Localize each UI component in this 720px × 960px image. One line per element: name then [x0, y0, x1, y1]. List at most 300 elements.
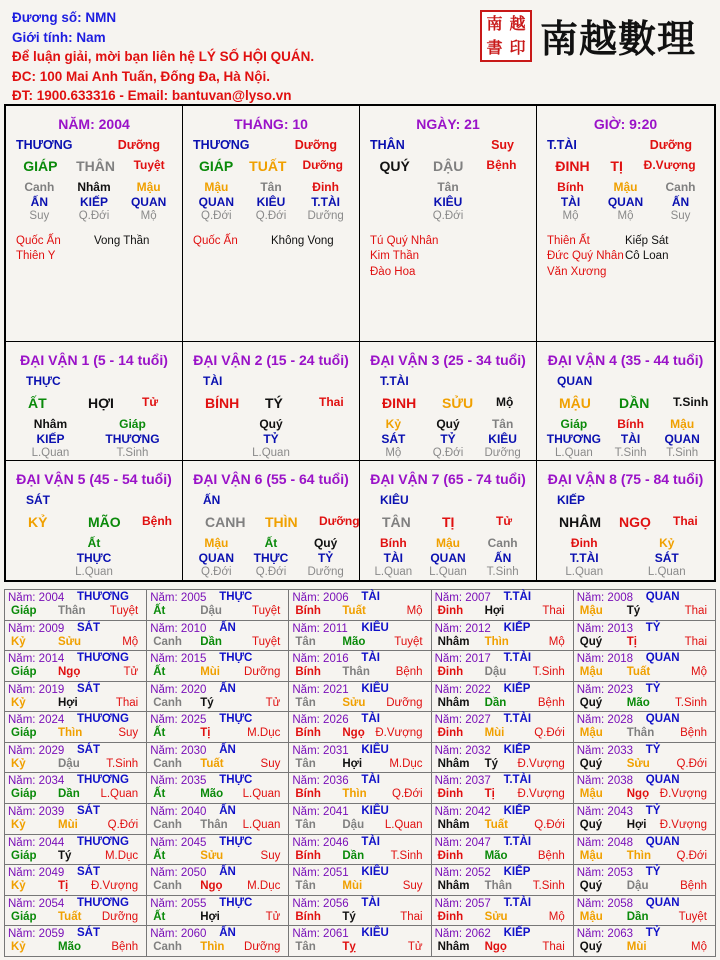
hidden-god: QUAN [430, 550, 466, 565]
annual-year: Năm: 2053 [576, 867, 634, 880]
annual-can: Giáp [11, 605, 37, 617]
annual-chi: Tý [200, 696, 214, 709]
annual-truong-sinh: Tử [265, 910, 281, 923]
annual-chi: Ngọ [200, 880, 223, 893]
hidden-stem: Mậu [670, 417, 695, 431]
annual-can: Tân [295, 757, 316, 770]
annual-truong-sinh: Đ.Vượng [517, 757, 565, 770]
annual-year: Năm: 2033 [576, 744, 634, 757]
dai-van-god: KIÊU [380, 493, 409, 507]
hidden-stem-col [547, 417, 601, 461]
pillar-truong-sinh: Tuyệt [133, 158, 165, 172]
dai-van-god: KIẾP [557, 493, 586, 507]
pillar-cell [6, 106, 183, 342]
annual-chi: Hợi [200, 910, 220, 923]
annual-god: TÀI [361, 713, 380, 726]
annual-truong-sinh: L.Quan [384, 819, 423, 832]
annual-can: Kỷ [11, 635, 26, 648]
annual-can: Kỷ [11, 696, 26, 709]
hidden-god: TÀI [383, 550, 403, 565]
annual-chi: Mùi [58, 819, 78, 832]
annual-god: QUAN [645, 774, 680, 787]
annual-god: T.TÀI [503, 896, 532, 909]
annual-chi: Tị [58, 880, 69, 893]
annual-can: Ất [153, 849, 166, 862]
dai-van-can: ĐINH [382, 395, 417, 411]
hidden-stem: Tân [260, 180, 282, 194]
annual-god: TÀI [361, 652, 380, 665]
annual-truong-sinh: Tử [407, 941, 423, 954]
hidden-stage: T.Sinh [116, 447, 149, 459]
hidden-stem: Tân [491, 417, 514, 431]
pillar-god: THÂN [370, 138, 405, 152]
annual-truong-sinh: Q.Đới [107, 819, 139, 832]
annual-chi: Sửu [484, 910, 508, 923]
annual-truong-sinh: Mộ [548, 635, 565, 648]
pillar-can: QUÝ [379, 158, 410, 174]
annual-can: Mậu [579, 605, 603, 617]
hidden-stem-col [660, 417, 704, 461]
annual-cell [289, 651, 431, 682]
annual-cell [573, 926, 715, 957]
annual-can: Đinh [437, 727, 464, 740]
hidden-stems [360, 180, 536, 224]
annual-year: Năm: 2060 [150, 928, 207, 941]
seal-char: 南 [486, 14, 503, 33]
contact-line: Để luận giải, mời bạn liên hệ LÝ SỐ HỘI QUÁN. [12, 49, 315, 64]
annual-can: Canh [153, 880, 182, 893]
annual-chi: Tý [484, 757, 498, 770]
star-name: Thiên Ất [547, 234, 590, 247]
annual-god: KIẾP [503, 621, 531, 634]
annual-year: Năm: 2044 [8, 836, 65, 849]
dai-van-hidden [537, 536, 714, 580]
annual-chi: Dậu [58, 757, 80, 770]
annual-chi: Mùi [484, 727, 505, 740]
annual-truong-sinh: Đ.Vượng [375, 727, 423, 740]
annual-truong-sinh: Đ.Vượng [517, 788, 565, 801]
dai-van-god: QUAN [557, 374, 593, 388]
annual-god: KIÊU [361, 621, 389, 634]
hidden-stem: Bính [557, 180, 584, 194]
hidden-stem: Nhâm [33, 417, 68, 431]
annual-chi: Mão [342, 635, 366, 648]
annual-can: Đinh [437, 788, 464, 801]
annual-chi: Thìn [484, 635, 509, 648]
annual-truong-sinh: Bệnh [111, 941, 139, 954]
annual-cell [5, 651, 147, 682]
annual-chi: Tuất [58, 910, 82, 923]
dai-van-hidden [183, 417, 359, 461]
annual-truong-sinh: T.Sinh [532, 666, 565, 679]
annual-truong-sinh: Tuyệt [252, 635, 281, 648]
annual-god: TÀI [361, 835, 380, 848]
annual-cell [147, 742, 289, 773]
annual-truong-sinh: Tuyệt [678, 910, 707, 923]
hidden-stage: L.Quan [31, 447, 70, 459]
annual-cell [431, 620, 573, 651]
hidden-god: THỰC [253, 550, 289, 565]
annual-cell [431, 834, 573, 865]
annual-cell [431, 865, 573, 896]
annual-truong-sinh: Tuyệt [252, 605, 281, 617]
dai-van-cell [6, 342, 183, 461]
dai-van-chi: MÃO [88, 514, 121, 530]
annual-year: Năm: 2035 [150, 775, 207, 788]
hidden-stage: Suy [670, 210, 691, 222]
annual-year: Năm: 2023 [576, 683, 634, 696]
annual-god: QUAN [645, 652, 680, 665]
dai-van-truong-sinh: T.Sinh [673, 395, 709, 409]
annual-can: Nhâm [437, 880, 470, 893]
annual-year: Năm: 2034 [8, 775, 65, 788]
hidden-god: TỶ [263, 431, 279, 446]
dai-van-god: SÁT [26, 493, 50, 507]
annual-can: Giáp [11, 849, 37, 862]
annual-can: Kỷ [11, 757, 26, 770]
annual-year: Năm: 2031 [292, 744, 349, 757]
annual-god: KIÊU [361, 866, 389, 879]
annual-can: Nhâm [437, 819, 470, 832]
annual-can: Mậu [579, 849, 603, 862]
seal-char: 越 [509, 14, 526, 33]
hidden-god: ẤN [493, 550, 512, 565]
annual-cell [147, 895, 289, 926]
annual-can: Quý [579, 635, 603, 648]
hidden-god: THỰC [76, 550, 112, 565]
annual-can: Ất [153, 910, 166, 923]
dai-van-cell [6, 461, 183, 580]
annual-year: Năm: 2050 [150, 867, 207, 880]
annual-can: Bính [295, 605, 321, 617]
hidden-god: T.TÀI [569, 550, 599, 565]
annual-year: Năm: 2028 [576, 714, 634, 727]
pillar-god-row [183, 138, 359, 152]
pillar-cell [360, 106, 537, 342]
annual-year: Năm: 2054 [8, 897, 65, 910]
annual-year: Năm: 2007 [434, 592, 491, 604]
pillar-cell [537, 106, 714, 342]
annual-can: Ất [153, 605, 166, 617]
annual-can: Giáp [11, 666, 37, 679]
star-name: Văn Xương [547, 265, 607, 278]
annual-cell [5, 865, 147, 896]
stars-block [537, 234, 714, 281]
annual-god: T.TÀI [503, 591, 532, 603]
dai-van-truong-sinh: Tử [496, 514, 513, 528]
annual-cell [147, 620, 289, 651]
hidden-god: KIÊU [256, 194, 286, 209]
dai-van-hidden [360, 417, 536, 461]
annual-truong-sinh: L.Quan [242, 819, 281, 832]
annual-cell [289, 681, 431, 712]
seal-char: 印 [509, 38, 526, 57]
annual-year: Năm: 2039 [8, 806, 65, 819]
annual-god: THỰC [219, 591, 253, 603]
star-name: Thiên Y [16, 250, 56, 262]
red-seal-logo [480, 10, 532, 62]
hidden-stage: L.Quan [555, 447, 593, 459]
annual-chi: Tuất [626, 666, 651, 679]
pillar-stem-branch-row [6, 158, 182, 174]
pillar-god-row [537, 138, 714, 152]
pillar-stage: Suy [491, 138, 514, 152]
dai-van-cell [360, 342, 537, 461]
annual-row [5, 590, 716, 621]
annual-truong-sinh: Tử [123, 666, 139, 679]
annual-year: Năm: 2040 [150, 806, 207, 819]
annual-god: KIẾP [503, 866, 531, 879]
annual-truong-sinh: M.Dục [104, 849, 139, 862]
annual-year: Năm: 2019 [8, 683, 65, 696]
hidden-stage: Q.Đới [201, 210, 232, 222]
dai-van-god: TÀI [203, 374, 223, 388]
annual-god: TỶ [645, 682, 661, 695]
annual-can: Ất [153, 788, 166, 801]
annual-can: Mậu [579, 788, 603, 801]
dai-van-truong-sinh: Bệnh [142, 514, 172, 528]
annual-cell [5, 681, 147, 712]
hidden-stage: L.Quan [565, 566, 604, 578]
annual-god: T.TÀI [503, 713, 532, 726]
pillar-god: THƯƠNG [193, 138, 250, 152]
annual-year: Năm: 2047 [434, 836, 491, 849]
annual-year: Năm: 2026 [292, 714, 349, 727]
star-name: Đức Quý Nhân [547, 250, 624, 262]
dai-van-hidden [183, 536, 359, 580]
dai-van-hidden [537, 417, 714, 461]
annual-can: Quý [579, 757, 603, 770]
annual-chi: Dần [626, 910, 649, 923]
annual-chi: Tuất [342, 605, 366, 617]
annual-chi: Tị [200, 727, 211, 740]
dai-van-cell [183, 342, 360, 461]
annual-chi: Dậu [342, 819, 365, 832]
star-name: Không Vong [271, 234, 334, 247]
pillar-god: THƯƠNG [16, 138, 73, 152]
annual-truong-sinh: Mộ [406, 605, 423, 617]
pillar-truong-sinh: Dưỡng [302, 158, 343, 172]
hidden-god: QUAN [198, 194, 234, 209]
stars-block [360, 234, 536, 281]
annual-cell [289, 590, 431, 621]
pillar-can: ĐINH [555, 158, 590, 174]
annual-can: Giáp [11, 788, 37, 801]
annual-year: Năm: 2009 [8, 622, 65, 635]
dai-van-hidden [6, 417, 182, 461]
annual-year: Năm: 2021 [292, 683, 349, 696]
hidden-stem: Đinh [312, 180, 339, 194]
hidden-stage: L.Quan [429, 566, 467, 578]
hidden-stem: Bính [617, 417, 644, 431]
hidden-god: TÀI [560, 194, 581, 209]
header-info [12, 8, 482, 106]
dai-van-truong-sinh: Tử [142, 395, 159, 409]
hidden-stem: Đinh [570, 536, 598, 550]
annual-year: Năm: 2018 [576, 653, 634, 666]
annual-god: QUAN [645, 713, 680, 726]
hidden-stem-col [127, 180, 171, 224]
annual-can: Quý [579, 696, 603, 709]
annual-truong-sinh: Suy [118, 727, 139, 740]
annual-cell [573, 773, 715, 804]
hidden-stem-col [28, 417, 72, 461]
annual-can: Quý [579, 819, 603, 832]
annual-truong-sinh: Thai [684, 605, 707, 617]
annual-god: T.TÀI [503, 652, 532, 665]
stars-right [271, 234, 334, 250]
annual-year: Năm: 2042 [434, 806, 491, 819]
annual-god: SÁT [77, 682, 100, 695]
annual-god: THƯƠNG [77, 835, 129, 848]
annual-god: THƯƠNG [77, 652, 129, 665]
annual-truong-sinh: T.Sinh [675, 696, 707, 709]
hidden-stem: Mậu [204, 536, 229, 550]
annual-table [4, 589, 716, 957]
annual-cell [5, 590, 147, 621]
annual-cell [5, 742, 147, 773]
hidden-stage: Dưỡng [307, 566, 344, 578]
dai-van-hidden [360, 536, 536, 580]
annual-year: Năm: 2020 [150, 683, 207, 696]
annual-year: Năm: 2017 [434, 653, 491, 666]
annual-god: THỰC [219, 774, 253, 787]
annual-chi: Dần [342, 849, 365, 862]
annual-year: Năm: 2059 [8, 928, 65, 941]
annual-can: Giáp [11, 727, 37, 740]
hidden-god: ẤN [30, 194, 48, 209]
annual-god: ẤN [219, 682, 236, 695]
annual-chi: Mão [626, 696, 650, 709]
annual-can: Bính [295, 849, 321, 862]
dai-van-cell [183, 461, 360, 580]
hidden-stage: L.Quan [647, 566, 686, 578]
hidden-stem-col [426, 536, 470, 580]
hidden-stem: Ất [264, 536, 278, 550]
hidden-stem-col [659, 180, 703, 224]
annual-god: T.TÀI [503, 774, 532, 787]
pillar-cell [183, 106, 360, 342]
stars-block [183, 234, 359, 250]
annual-cell [5, 773, 147, 804]
pillar-stem-branch-row [183, 158, 359, 174]
annual-year: Năm: 2057 [434, 897, 491, 910]
address-line: ĐC: 100 Mai Anh Tuấn, Đống Đa, Hà Nội. [12, 68, 271, 84]
hidden-stem: Quý [436, 417, 460, 431]
annual-truong-sinh: M.Dục [247, 727, 281, 740]
annual-row [5, 712, 716, 743]
annual-year: Năm: 2037 [434, 775, 491, 788]
annual-can: Ất [153, 666, 166, 679]
annual-chi: Dậu [626, 880, 649, 893]
annual-chi: Mão [484, 849, 508, 862]
hidden-stem: Mậu [136, 180, 161, 194]
annual-can: Canh [153, 635, 182, 648]
annual-truong-sinh: Q.Đới [676, 757, 707, 770]
annual-chi: Sửu [342, 696, 366, 709]
hidden-stage: Suy [29, 210, 50, 222]
annual-cell [289, 865, 431, 896]
annual-cell [573, 742, 715, 773]
annual-truong-sinh: Q.Đới [534, 727, 565, 740]
annual-cell [5, 895, 147, 926]
annual-can: Bính [295, 727, 321, 740]
annual-year: Năm: 2013 [576, 622, 634, 635]
hidden-god: KIÊU [433, 194, 463, 209]
annual-god: SÁT [77, 866, 100, 879]
hidden-stems [6, 180, 182, 224]
annual-god: TÀI [361, 896, 380, 909]
annual-cell [147, 865, 289, 896]
annual-year: Năm: 2051 [292, 867, 349, 880]
hidden-stem-col [609, 417, 653, 461]
annual-row [5, 865, 716, 896]
annual-truong-sinh: T.Sinh [106, 757, 139, 770]
annual-chi: Thân [58, 605, 86, 617]
annual-can: Tân [295, 696, 316, 709]
dai-van-can: NHÂM [559, 514, 601, 530]
annual-chi: Hợi [626, 819, 647, 832]
annual-truong-sinh: L.Quan [100, 788, 139, 801]
dai-van-title: ĐẠI VẬN 3 (25 - 34 tuổi) [370, 352, 526, 368]
annual-god: SÁT [77, 805, 100, 818]
pillar-god-row [360, 138, 536, 152]
annual-row [5, 834, 716, 865]
hidden-stage: L.Quan [374, 566, 413, 578]
annual-year: Năm: 2016 [292, 653, 349, 666]
annual-truong-sinh: Suy [260, 849, 281, 862]
dai-van-title: ĐẠI VẬN 6 (55 - 64 tuổi) [193, 471, 349, 487]
annual-truong-sinh: Thai [684, 635, 707, 648]
pillar-stem-branch-row [360, 158, 536, 174]
annual-cell [573, 834, 715, 865]
annual-god: TÀI [361, 591, 380, 603]
pillar-title: NĂM: 2004 [58, 116, 130, 132]
annual-truong-sinh: T.Sinh [390, 849, 423, 862]
hidden-stem: Bính [379, 536, 407, 550]
annual-chi: Hợi [58, 696, 78, 709]
annual-year: Năm: 2036 [292, 775, 349, 788]
annual-god: KIẾP [503, 805, 531, 818]
annual-god: THỰC [219, 896, 253, 909]
stars-block [6, 234, 182, 265]
annual-cell [289, 773, 431, 804]
hidden-stem-col [371, 536, 415, 580]
dai-van-title: ĐẠI VẬN 4 (35 - 44 tuổi) [547, 352, 704, 368]
annual-cell [431, 590, 573, 621]
annual-cell [573, 681, 715, 712]
annual-year: Năm: 2030 [150, 744, 207, 757]
annual-truong-sinh: Mộ [691, 941, 707, 954]
annual-year: Năm: 2014 [8, 653, 65, 666]
hidden-stage: L.Quan [75, 566, 113, 578]
hidden-stem: Tân [437, 180, 459, 194]
annual-chi: Hợi [484, 605, 505, 617]
annual-chi: Dậu [200, 605, 222, 617]
annual-cell [147, 651, 289, 682]
dai-van-god: THỰC [26, 374, 61, 388]
hidden-stage: T.Sinh [486, 566, 519, 578]
star-name: Tú Quý Nhân [370, 234, 439, 247]
star-name: Quốc Ấn [16, 234, 61, 247]
annual-god: KIÊU [361, 805, 389, 818]
annual-cell [431, 804, 573, 835]
dai-van-truong-sinh: Thai [673, 514, 698, 528]
stars-left [16, 234, 94, 265]
hidden-stage: T.Sinh [614, 447, 647, 459]
pillar-title: THÁNG: 10 [234, 116, 308, 132]
hidden-stem-col [72, 536, 116, 580]
